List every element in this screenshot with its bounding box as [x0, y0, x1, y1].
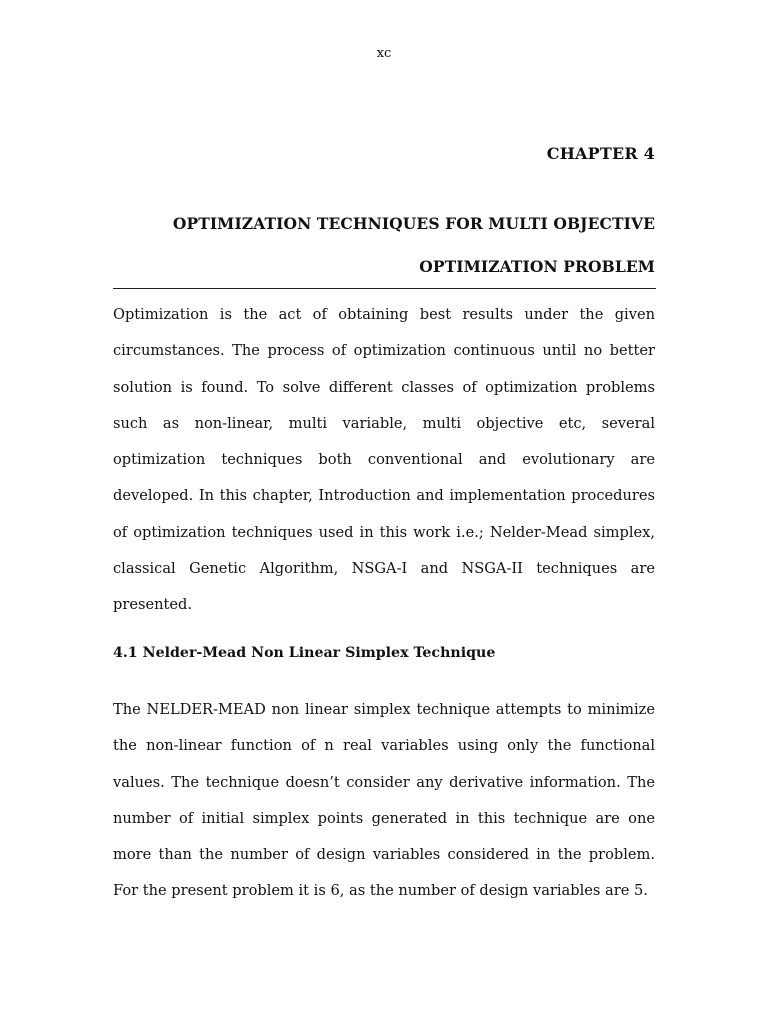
- section-4-1-paragraph: The NELDER-MEAD non linear simplex technique attempts to minimize the non-linear function of n real variables using only the functional values. The technique doesn’t consider any derivative information. The number of initial simplex points generated in this technique are one more than the number of design variables considered in the problem. For the present problem it is 6, as the number of design variables are 5.: [113, 701, 655, 900]
- page-number: xc: [376, 46, 392, 61]
- title-divider: [113, 288, 656, 289]
- intro-paragraph: Optimization is the act of obtaining best results under the given circumstances. The process of optimization continuous until no better solution is found. To solve different classes of optimization problems such as non-linear, multi variable, multi objective etc, several optimization techniques both conventional and evolutionary are developed. In this chapter, Introduction and implementation procedures of optimization techniques used in this work i.e.; Nelder-Mead simplex, classical Genetic Algorithm, NSGA-I and NSGA-II techniques are presented.: [113, 306, 655, 614]
- chapter-title: OPTIMIZATION TECHNIQUES FOR MULTI OBJECTIVE OPTIMIZATION PROBLEM: [172, 214, 655, 276]
- section-heading-4-1: 4.1 Nelder-Mead Non Linear Simplex Technique: [113, 645, 496, 661]
- chapter-label: CHAPTER 4: [546, 144, 655, 163]
